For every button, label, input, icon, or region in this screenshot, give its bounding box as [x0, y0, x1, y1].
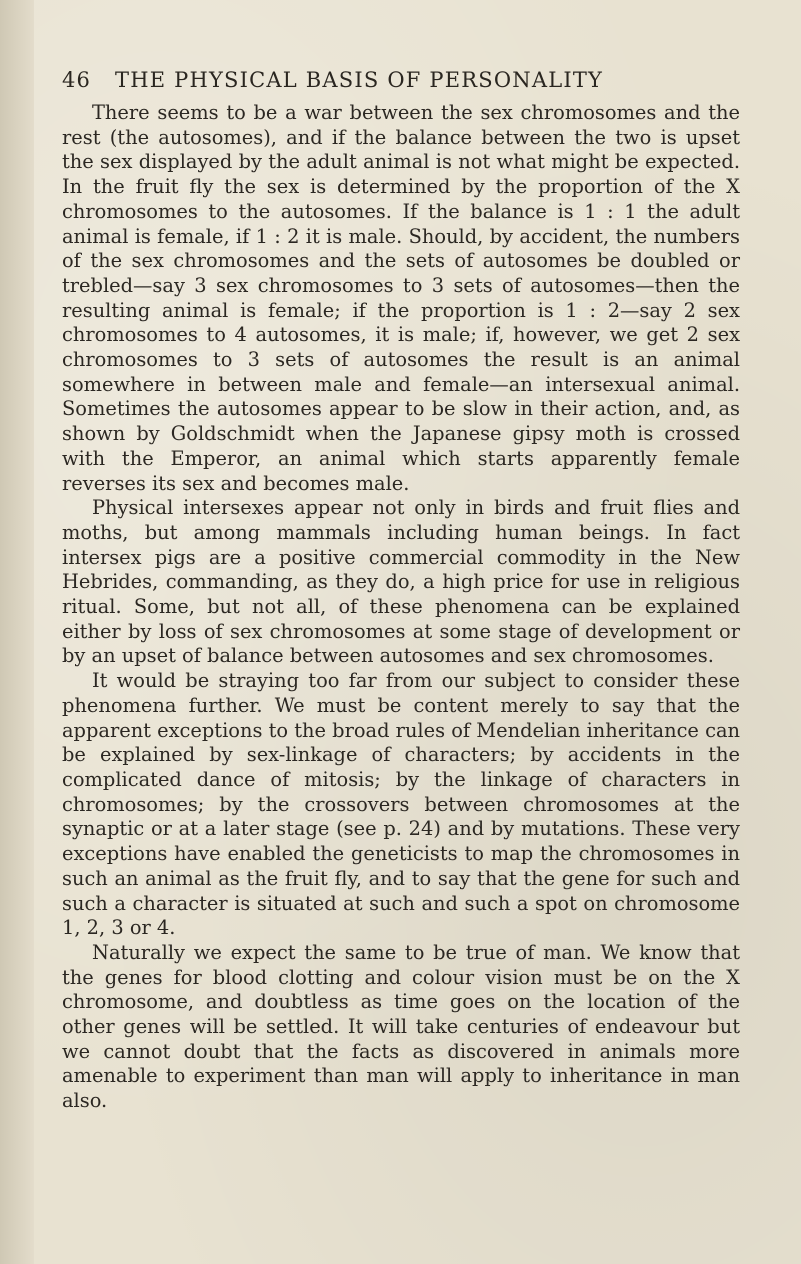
- running-header: [62, 68, 603, 92]
- paragraph-1: There seems to be a war between the sex chromosomes and the rest (the autosomes), and if the balance between the two is upset the sex displayed by the adult animal is not what might be expected. In the fruit fly the sex is determined by the proportion of the X chromosomes to the autosomes. If the balance is 1 : 1 the adult animal is female, if 1 : 2 it is male. Should, by accident, the numbers of the sex chromosomes and the sets of autosomes be doubled or trebled—say 3 sex chromosomes to 3 sets of autosomes—then the resulting animal is female; if the proportion is 1 : 2—say 2 sex chromosomes to 4 autosomes, it is male; if, however, we get 2 sex chromosomes to 3 sets of autosomes the result is an animal somewhere in between male and female—an intersexual animal. Sometimes the autosomes appear to be slow in their action, and, as shown by Goldschmidt when the Japanese gipsy moth is crossed with the Emperor, an animal which starts apparently female reverses its sex and becomes male.: [62, 101, 740, 495]
- body-text: [62, 101, 740, 1114]
- paragraph-4: Naturally we expect the same to be true of man. We know that the genes for blood clotting and colour vision must be on the X chromosome, and doubtless as time goes on the location of the other genes will be settled. It will take centuries of endeavour but we cannot doubt that the facts as discovered in animals more amenable to experiment than man will apply to inheritance in man also.: [62, 940, 740, 1113]
- page-number: 46: [62, 68, 92, 92]
- running-title: THE PHYSICAL BASIS OF PERSONALITY: [115, 68, 604, 92]
- paragraph-2: Physical intersexes appear not only in birds and fruit flies and moths, but among mammals including human beings. In fact intersex pigs are a positive commercial commodity in the New Hebrides, commanding, as they do, a high price for use in religious ritual. Some, but not all, of these phenomena can be explained either by loss of sex chromosomes at some stage of development or by an upset of balance between autosomes and sex chromosomes.: [62, 496, 740, 668]
- page-gutter: [0, 0, 34, 1264]
- paragraph-3: It would be straying too far from our subject to consider these phenomena further. We must be content merely to say that the apparent exceptions to the broad rules of Mendelian inheritance can be explained by sex-linkage of characters; by accidents in the complicated dance of mitosis; by the linkage of characters in chromosomes; by the crossovers between chromosomes at the synaptic or at a later stage (see p. 24) and by mutations. These very exceptions have enabled the geneticists to map the chromosomes in such an animal as the fruit fly, and to say that the gene for such and such a character is situated at such and such a spot on chromosome 1, 2, 3 or 4.: [62, 669, 740, 940]
